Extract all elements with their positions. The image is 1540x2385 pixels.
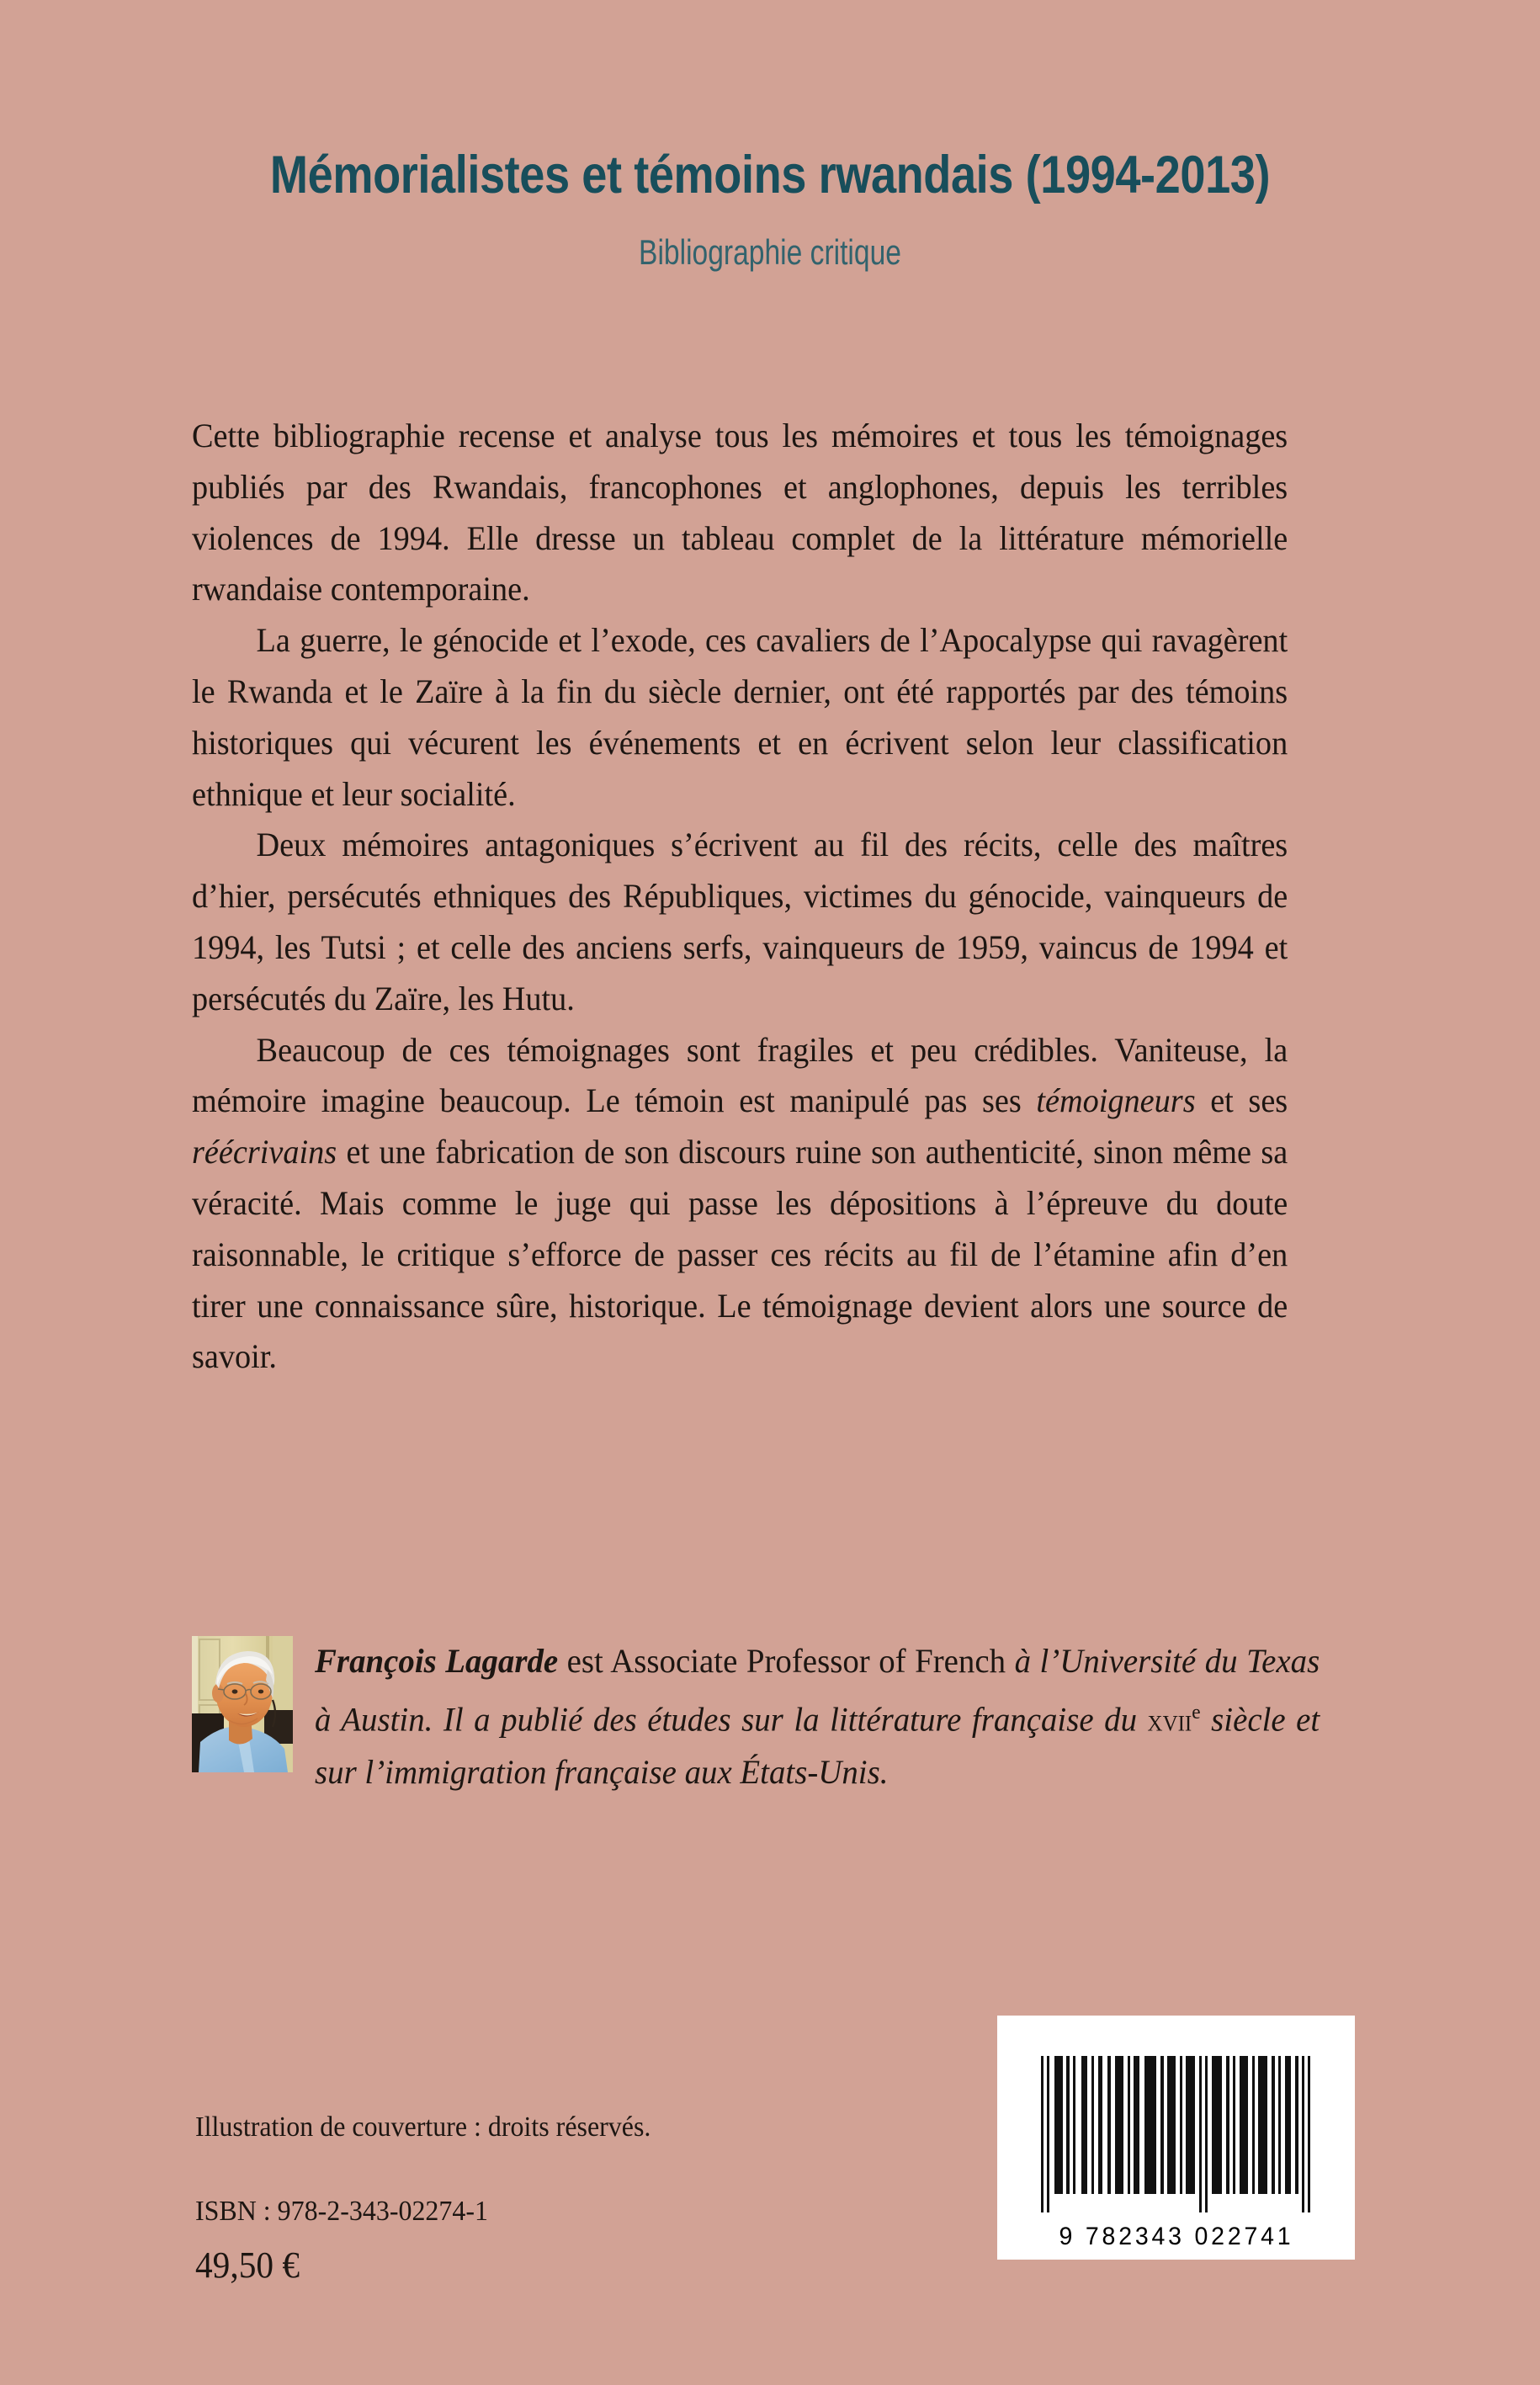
isbn-text: ISBN : 978-2-343-02274-1 (195, 2196, 488, 2227)
blurb-paragraph-3: Deux mémoires antagoniques s’écrivent au fil des récits, celle des maîtres d’hier, persécutés ethniques des Républiques, victimes du génocide, vainqueurs de 1994, les Tutsi ; et celle des anciens serfs, vainqueurs de 1959, vaincus de 1994 et persécutés du Zaïre, les Hutu. (192, 826, 1288, 1017)
page-title: Mémorialistes et témoins rwandais (1994-2013) (269, 146, 1271, 205)
term-reecrivains: réécrivains (192, 1133, 337, 1171)
blurb-p4-segment-3: et une fabrication de son discours ruine son authenticité, sinon même sa véracité. Mais comme le juge qui passe les dépositions à l’épreuve du doute raisonnable, le critique s’efforce de passer ces récits au fil de l’étamine afin d’en tirer une connaissance sûre, historique. Le témoignage devient alors une source de savoir. (192, 1133, 1288, 1376)
century-roman-numeral: xvii (1147, 1703, 1192, 1738)
author-bio (315, 1636, 1320, 1798)
footer-block (195, 2111, 651, 2287)
term-temoigneurs: témoigneurs (1036, 1081, 1196, 1120)
barcode (1038, 2056, 1315, 2251)
author-bio-segment-3: siècle et sur l’immigration française aux États-Unis. (315, 1700, 1320, 1791)
blurb-paragraph-1: Cette bibliographie recense et analyse tous les mémoires et tous les témoignages publiés par des Rwandais, francophones et anglophones, depuis les terribles violences de 1994. Elle dresse un tableau complet de la littérature mémorielle rwandaise contemporaine. (192, 417, 1288, 608)
barcode-bars-icon (1038, 2056, 1315, 2224)
blurb-paragraph-2: La guerre, le génocide et l’exode, ces cavaliers de l’Apocalypse qui ravagèrent le Rwanda et le Zaïre à la fin du siècle dernier, ont été rapportés par des témoins historiques qui vécurent les événements et en écrivent selon leur classification ethnique et leur socialité. (192, 621, 1288, 813)
barcode-panel (997, 2016, 1355, 2260)
price-text: 49,50 € (195, 2244, 300, 2286)
century-ordinal-suffix: e (1192, 1700, 1201, 1724)
author-name: François Lagarde (315, 1642, 559, 1680)
blurb-p4-segment-1: Beaucoup de ces témoignages sont fragiles et peu crédibles. Vaniteuse, la mémoire imagine beaucoup. Le témoin est manipulé pas ses (192, 1030, 1288, 1120)
blurb-paragraph-4 (192, 1025, 1288, 1384)
author-portrait-icon (192, 1636, 293, 1772)
blurb-p4-segment-2: et ses (1195, 1081, 1288, 1120)
title-block (0, 147, 1540, 272)
cover-credit: Illustration de couverture : droits réservés. (195, 2111, 651, 2143)
barcode-digits: 9 782343 022741 (1059, 2223, 1293, 2250)
author-bio-segment-1: est Associate Professor of French (558, 1642, 1015, 1680)
author-bio-segment-2: à l’Université du Texas à Austin. Il a publié des études sur la littérature française du (315, 1642, 1320, 1738)
page-subtitle: Bibliographie critique (639, 232, 901, 273)
blurb-text (192, 411, 1288, 1383)
avatar (192, 1636, 293, 1772)
author-block (192, 1636, 1362, 1798)
